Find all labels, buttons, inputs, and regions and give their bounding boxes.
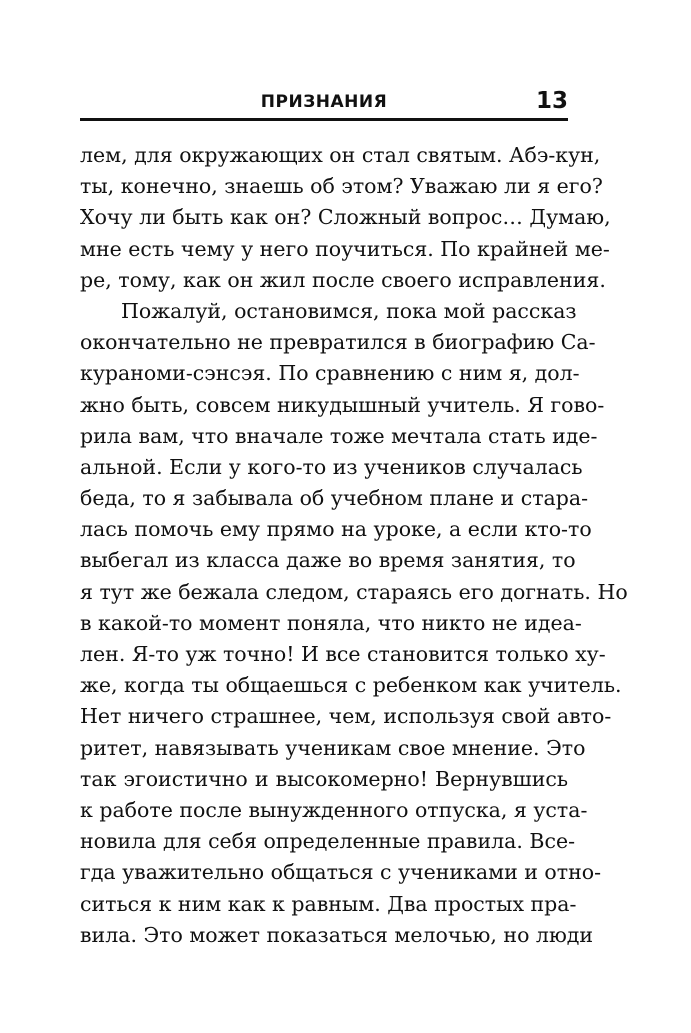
- text-line: в какой-то момент поняла, что никто не идеа-: [80, 610, 582, 635]
- text-line: так эгоистично и высокомерно! Вернувшись: [80, 766, 568, 791]
- text-line: мне есть чему у него поучиться. По крайней ме-: [80, 236, 610, 261]
- running-title: ПРИЗНАНИЯ: [260, 92, 388, 112]
- text-line: вила. Это может показаться мелочью, но люди: [80, 922, 594, 947]
- text-line: беда, то я забывала об учебном плане и стара-: [80, 486, 589, 511]
- text-line: Хочу ли быть как он? Сложный вопрос… Думаю,: [80, 205, 611, 230]
- page-number: 13: [535, 88, 568, 114]
- text-line: ритет, навязывать ученикам свое мнение. Это: [80, 735, 586, 760]
- text-line: лем, для окружающих он стал святым. Абэ-кун,: [80, 143, 601, 167]
- text-line: Нет ничего страшнее, чем, используя свой авто-: [80, 704, 612, 729]
- text-line: выбегал из класса даже во время занятия, то: [80, 548, 576, 573]
- text-line: окончательно не превратился в биографию Са-: [80, 330, 596, 355]
- text-line: новила для себя определенные правила. Все-: [80, 829, 576, 854]
- text-line: я тут же бежала следом, стараясь его догнать. Но: [80, 579, 628, 604]
- text-line: кураноми-сэнсэя. По сравнению с ним я, дол-: [80, 361, 580, 386]
- text-line: ты, конечно, знаешь об этом? Уважаю ли я его?: [80, 174, 603, 199]
- text-line: же, когда ты общаешься с ребенком как учитель.: [80, 673, 622, 698]
- text-line: Пожалуй, остановимся, пока мой рассказ: [121, 298, 577, 323]
- text-line: альной. Если у кого-то из учеников случалась: [80, 454, 583, 479]
- text-line: ситься к ним как к равным. Два простых пра-: [80, 891, 577, 916]
- text-line: ре, тому, как он жил после своего исправления.: [80, 267, 606, 292]
- page-header: [80, 88, 568, 117]
- body-text: [80, 140, 628, 951]
- text-line: жно быть, совсем никудышный учитель. Я гово-: [80, 392, 605, 417]
- header-rule: [80, 118, 568, 121]
- text-line: лась помочь ему прямо на уроке, а если кто-то: [80, 517, 592, 542]
- text-line: гда уважительно общаться с учениками и отно-: [80, 860, 602, 885]
- text-line: лен. Я-то уж точно! И все становится только ху-: [80, 642, 606, 666]
- text-line: к работе после вынужденного отпуска, я уста-: [80, 797, 588, 822]
- text-line: рила вам, что вначале тоже мечтала стать иде-: [80, 423, 598, 448]
